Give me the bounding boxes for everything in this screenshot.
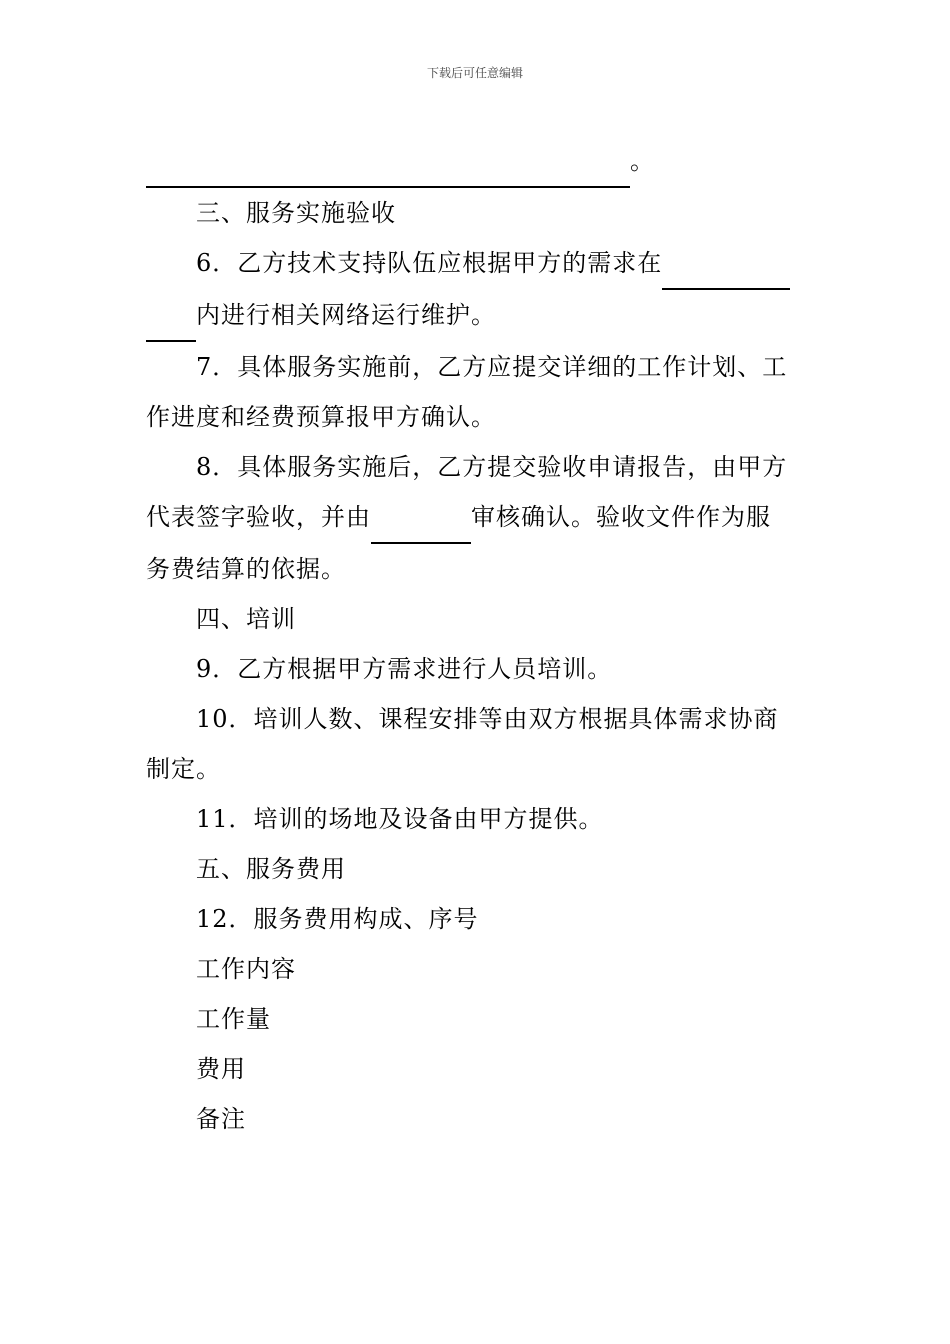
clause-8-line-3: 务费结算的依据。: [146, 555, 346, 583]
paragraph-end: 。: [630, 147, 655, 175]
clause-8-line-1: 8．具体服务实施后，乙方提交验收申请报告，由甲方: [196, 453, 788, 481]
fill-blank: [146, 290, 196, 342]
section-3-title: 三、服务实施验收: [196, 199, 396, 227]
clause-6-text: 6．乙方技术支持队伍应根据甲方的需求在: [196, 249, 663, 277]
fee-item-cost: 费用: [196, 1055, 246, 1083]
blank-line-paragraph: [146, 136, 808, 188]
clause-9: 9．乙方根据甲方需求进行人员培训。: [196, 655, 613, 683]
clause-8-line-2: [146, 492, 808, 544]
fee-item-remarks: 备注: [196, 1105, 246, 1133]
section-4-title: 四、培训: [196, 605, 296, 633]
clause-6-text-cont: 内进行相关网络运行维护。: [196, 301, 496, 329]
clause-11: 11．培训的场地及设备由甲方提供。: [196, 805, 604, 833]
clause-6-line-2: [146, 290, 808, 342]
fee-item-work-content: 工作内容: [196, 955, 296, 983]
fee-item-workload: 工作量: [196, 1005, 271, 1033]
clause-7-line-2: 作进度和经费预算报甲方确认。: [146, 403, 496, 431]
clause-10-line-1: 10．培训人数、课程安排等由双方根据具体需求协商: [196, 705, 779, 733]
clause-12: 12．服务费用构成、序号: [196, 905, 479, 933]
fill-blank: [662, 238, 790, 290]
clause-6-line-1: [146, 238, 808, 290]
clause-7-line-1: 7．具体服务实施前，乙方应提交详细的工作计划、工: [196, 353, 788, 381]
fill-blank: [371, 492, 471, 544]
document-body: [146, 136, 808, 1144]
fill-blank: [146, 136, 630, 188]
clause-8-text: 代表签字验收，并由: [146, 503, 371, 531]
section-5-title: 五、服务费用: [196, 855, 346, 883]
clause-8-text-cont: 审核确认。验收文件作为服: [471, 503, 771, 531]
clause-10-line-2: 制定。: [146, 755, 221, 783]
page-header: 下载后可任意编辑: [426, 66, 523, 80]
